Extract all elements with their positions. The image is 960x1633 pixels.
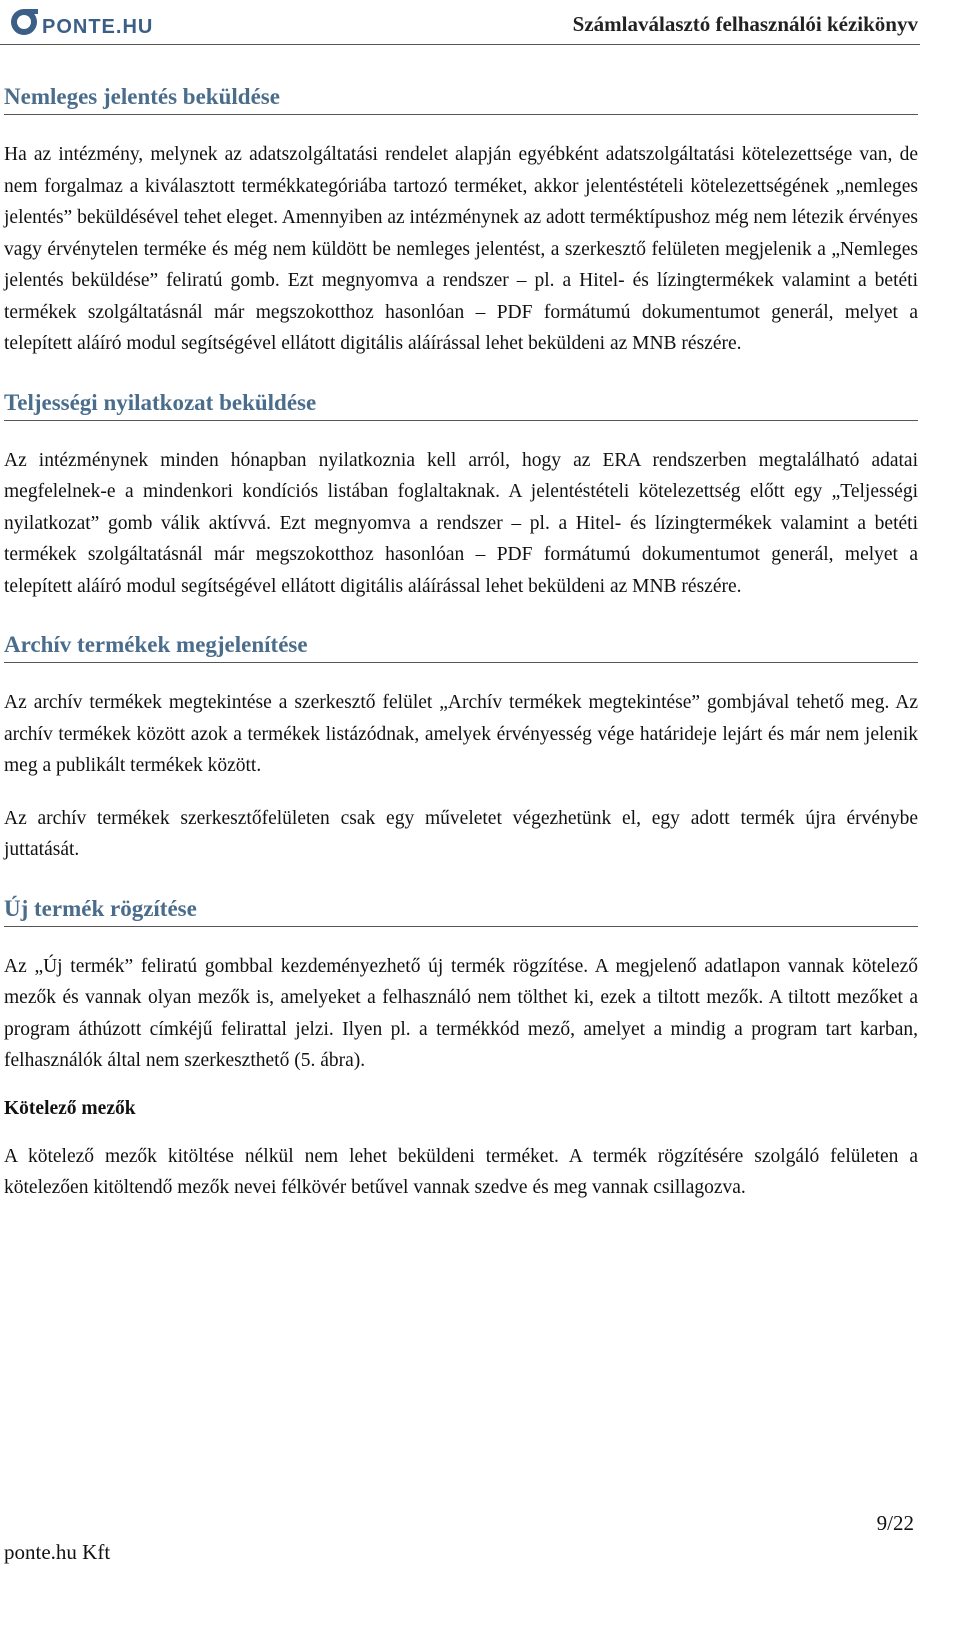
ponte-logo [8, 4, 178, 40]
paragraph: Az „Új termék” feliratú gombbal kezdeményezhető új termék rögzítése. A megjelenő adatlapon vannak kötelező mezők és vannak olyan mezők is, amelyeket a felhasználó nem tölthet ki, ezek a tiltott mezők. A tiltott mezőket a program áthúzott címkéjű felirattal jelzi. Ilyen pl. a termékkód mező, amelyet a mindig a program tart karban, felhasználók által nem szerkeszthető (5. ábra). [4, 955, 918, 1071]
document-title: Számlaválasztó felhasználói kézikönyv [572, 12, 918, 36]
page-number: 9/22 [876, 1511, 914, 1535]
paragraph: Ha az intézmény, melynek az adatszolgáltatási rendelet alapján egyébként adatszolgáltatási kötelezettsége van, de nem forgalmaz a kiválasztott termékkategóriába tartozó terméket, akkor jelentéstételi kötelezettségének „nemleges jelentés” beküldésével tehet eleget. Amennyiben az intézménynek az adott terméktípushoz még nem létezik érvényes vagy érvénytelen terméke és még nem küldött be nemleges jelentést, a szerkesztő felületen megjelenik a „Nemleges jelentés beküldése” feliratú gomb. Ezt megnyomva a rendszer – pl. a Hitel- és lízingtermékek valamint a betéti termékek szolgáltatásnál már megszokotthoz hasonlóan – PDF formátumú dokumentumot generál, melyet a telepített aláíró modul segítségével ellátott digitális aláírással lehet beküldeni az MNB részére. [4, 144, 918, 354]
section-heading-uj-termek: Új termék rögzítése [4, 896, 918, 927]
section-heading-teljessegi: Teljességi nyilatkozat beküldése [4, 390, 918, 421]
page-header [0, 0, 920, 45]
paragraph: Az archív termékek megtekintése a szerkesztő felület „Archív termékek megtekintése” gombjával tehető meg. Az archív termékek között azok a termékek listázódnak, amelyek érvényesség vége határideje lejárt és már nem jelenik meg a publikált termékek között. [4, 692, 918, 776]
paragraph: Az intézménynek minden hónapban nyilatkoznia kell arról, hogy az ERA rendszerben megtalálható adatai megfelelnek-e a mindenkori kondíciós listában foglaltaknak. A jelentéstételi kötelezettség előtt egy „Teljességi nyilatkozat” gomb válik aktívvá. Ezt megnyomva a rendszer – pl. a Hitel- és lízingtermékek valamint a betéti termékek szolgáltatásnál már megszokotthoz hasonlóan – PDF formátumú dokumentumot generál, melyet a telepített aláíró modul segítségével ellátott digitális aláírással lehet beküldeni az MNB részére. [4, 449, 918, 597]
page-content [4, 84, 918, 1204]
paragraph: Az archív termékek szerkesztőfelületen csak egy műveletet végezhetünk el, egy adott termék újra érvénybe juttatását. [4, 807, 918, 860]
section-heading-nemleges: Nemleges jelentés beküldése [4, 84, 918, 115]
footer-company: ponte.hu Kft [4, 1540, 111, 1564]
svg-text:PONTE.HU: PONTE.HU [42, 16, 154, 38]
subheading-kotelezo-mezok: Kötelező mezők [4, 1097, 136, 1119]
paragraph: A kötelező mezők kitöltése nélkül nem lehet beküldeni terméket. A termék rögzítésére szolgáló felületen a kötelezően kitöltendő mezők nevei félkövér betűvel vannak szedve és meg vannak csillagozva. [4, 1145, 918, 1198]
section-heading-archiv: Archív termékek megjelenítése [4, 632, 918, 663]
